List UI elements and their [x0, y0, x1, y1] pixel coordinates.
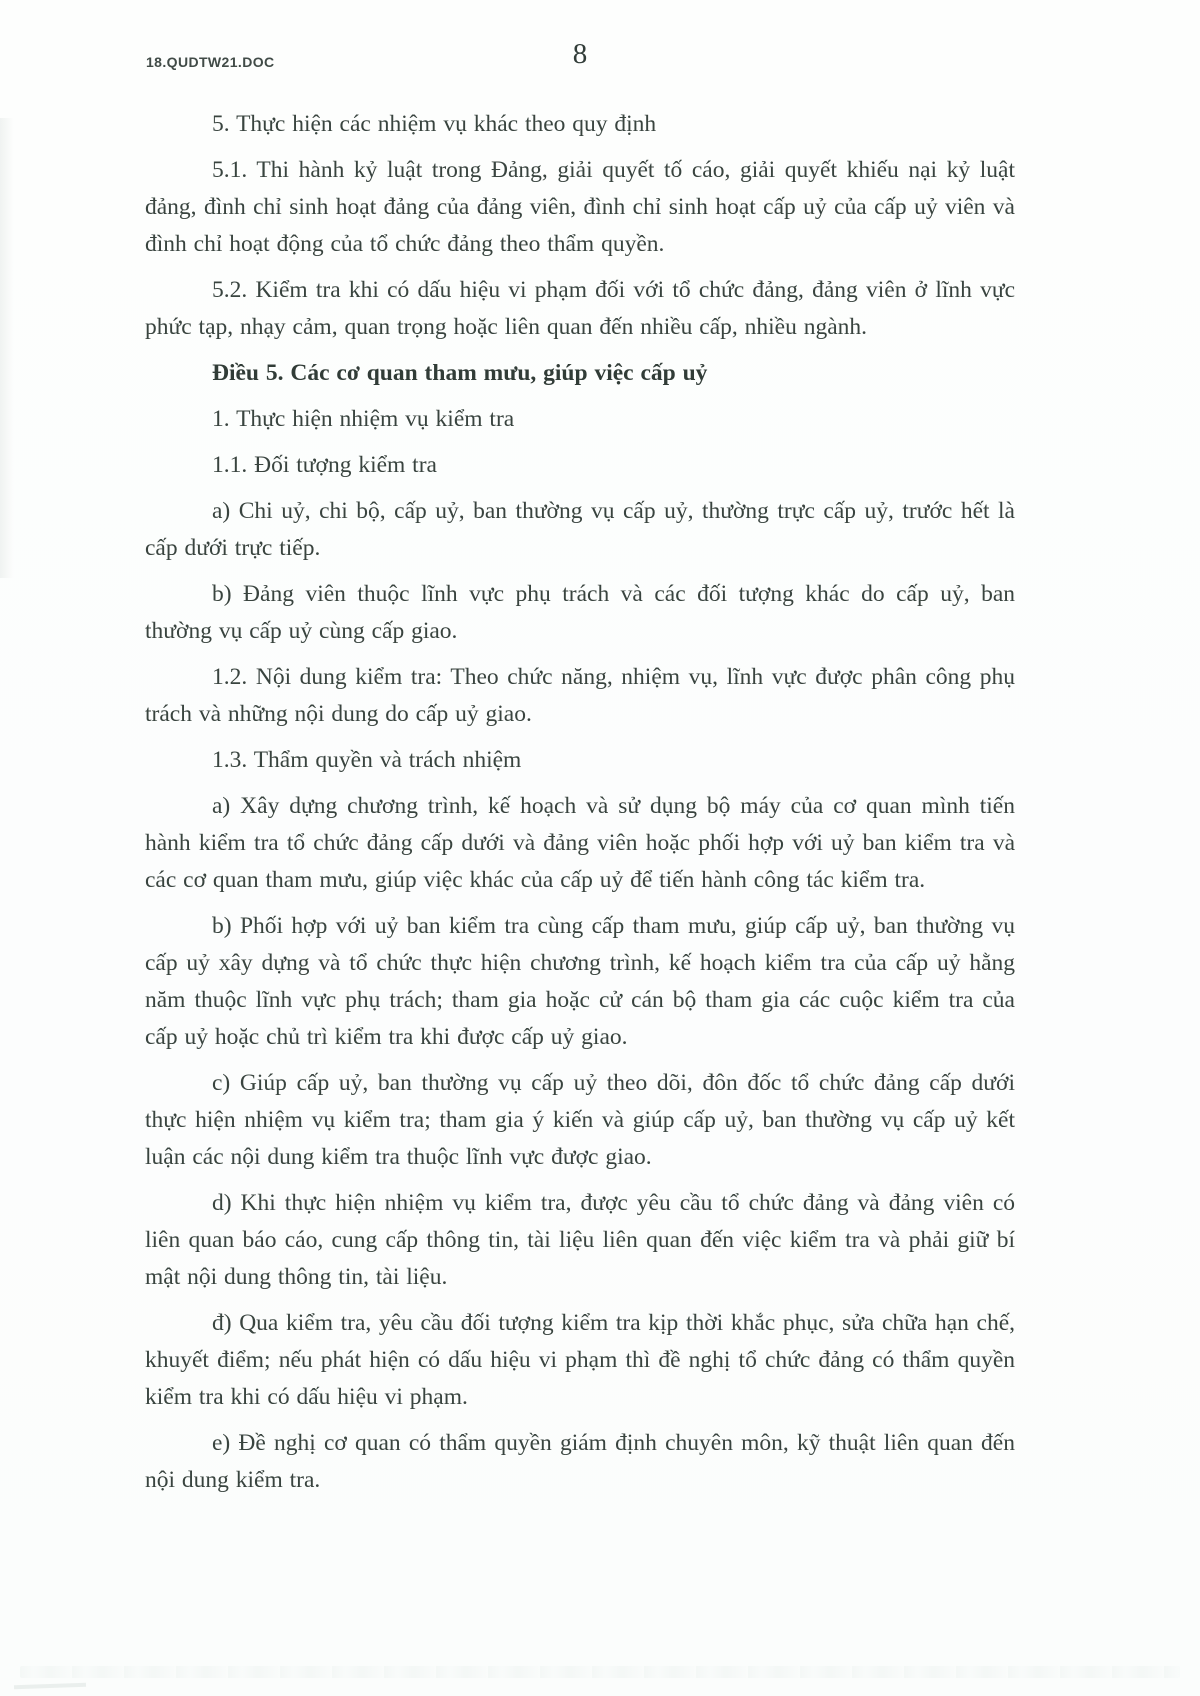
paragraph-5-title: 5. Thực hiện các nhiệm vụ khác theo quy định [212, 111, 657, 137]
paragraph-1-1-b: b) Đảng viên thuộc lĩnh vực phụ trách và các đối tượng khác do cấp uỷ, ban thường vụ cấp uỷ cùng cấp giao. [145, 581, 1015, 644]
scan-corner-mark [14, 1683, 86, 1690]
document-body [145, 106, 1015, 1508]
paragraph-1-3-a: a) Xây dựng chương trình, kế hoạch và sử dụng bộ máy của cơ quan mình tiến hành kiểm tra tổ chức đảng cấp dưới và đảng viên hoặc phối hợp với uỷ ban kiểm tra và các cơ quan tham mưu, giúp việc khác của cấp uỷ để tiến hành công tác kiểm tra. [145, 793, 1015, 893]
paragraph-1-1-a: a) Chi uỷ, chi bộ, cấp uỷ, ban thường vụ cấp uỷ, thường trực cấp uỷ, trước hết là cấp dưới trực tiếp. [145, 498, 1015, 561]
paragraph-1: 1. Thực hiện nhiệm vụ kiểm tra [212, 406, 515, 432]
paragraph-1-3-dd: đ) Qua kiểm tra, yêu cầu đối tượng kiểm tra kịp thời khắc phục, sửa chữa hạn chế, khuyết điểm; nếu phát hiện có dấu hiệu vi phạm thì đề nghị tổ chức đảng có thẩm quyền kiểm tra khi có dấu hiệu vi phạm. [145, 1310, 1015, 1410]
paragraph-1-3-e: e) Đề nghị cơ quan có thẩm quyền giám định chuyên môn, kỹ thuật liên quan đến nội dung kiểm tra. [145, 1430, 1015, 1493]
paragraph-1-3-c: c) Giúp cấp uỷ, ban thường vụ cấp uỷ theo dõi, đôn đốc tổ chức đảng cấp dưới thực hiện nhiệm vụ kiểm tra; tham gia ý kiến và giúp cấp uỷ, ban thường vụ cấp uỷ kết luận các nội dung kiểm tra thuộc lĩnh vực được giao. [145, 1070, 1015, 1170]
paragraph-1-2: 1.2. Nội dung kiểm tra: Theo chức năng, nhiệm vụ, lĩnh vực được phân công phụ trách và những nội dung do cấp uỷ giao. [145, 664, 1015, 727]
page-number: 8 [572, 38, 588, 70]
paragraph-1-3-d: d) Khi thực hiện nhiệm vụ kiểm tra, được yêu cầu tổ chức đảng và đảng viên có liên quan báo cáo, cung cấp thông tin, tài liệu liên quan đến việc kiểm tra và phải giữ bí mật nội dung thông tin, tài liệu. [145, 1190, 1015, 1290]
article-5-heading: Điều 5. Các cơ quan tham mưu, giúp việc cấp uỷ [212, 360, 708, 386]
scan-edge-artifact-bottom [20, 1666, 1180, 1678]
paragraph-1-1: 1.1. Đối tượng kiểm tra [212, 452, 437, 478]
paragraph-5-1: 5.1. Thi hành kỷ luật trong Đảng, giải quyết tố cáo, giải quyết khiếu nại kỷ luật đảng, đình chỉ sinh hoạt đảng của đảng viên, đình chỉ sinh hoạt cấp uỷ của cấp uỷ viên và đình chỉ hoạt động của tổ chức đảng theo thẩm quyền. [145, 157, 1015, 257]
paragraph-1-3-b: b) Phối hợp với uỷ ban kiểm tra cùng cấp tham mưu, giúp cấp uỷ, ban thường vụ cấp uỷ xây dựng và tổ chức thực hiện chương trình, kế hoạch kiểm tra của cấp uỷ hằng năm thuộc lĩnh vực phụ trách; tham gia hoặc cử cán bộ tham gia các cuộc kiểm tra của cấp uỷ hoặc chủ trì kiểm tra khi được cấp uỷ giao. [145, 913, 1015, 1050]
paragraph-1-3: 1.3. Thẩm quyền và trách nhiệm [212, 747, 522, 773]
scan-edge-artifact-left [0, 118, 16, 578]
paragraph-5-2: 5.2. Kiểm tra khi có dấu hiệu vi phạm đối với tổ chức đảng, đảng viên ở lĩnh vực phức tạp, nhạy cảm, quan trọng hoặc liên quan đến nhiều cấp, nhiều ngành. [145, 277, 1015, 340]
document-file-code: 18.QUDTW21.DOC [146, 54, 275, 70]
